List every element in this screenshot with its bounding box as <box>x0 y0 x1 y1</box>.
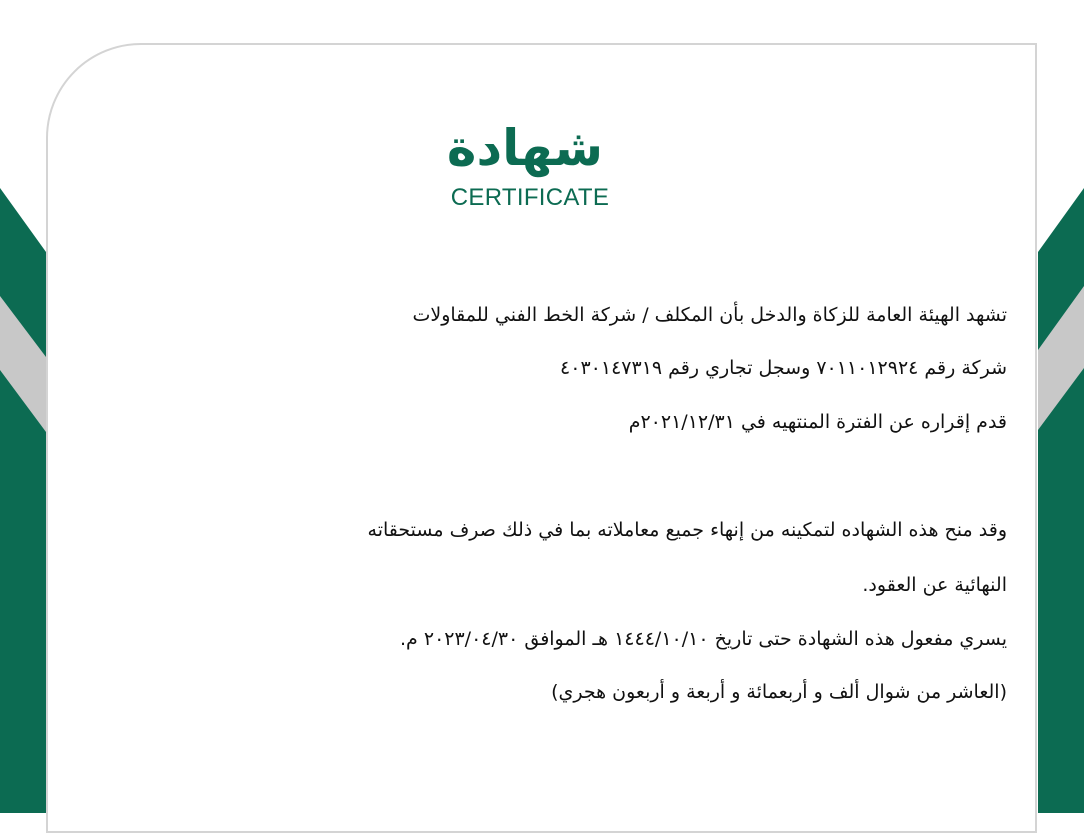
certificate-title-english: CERTIFICATE <box>450 184 610 211</box>
certificate-line-registration: شركة رقم ٧٠١١٠١٢٩٢٤ وسجل تجاري رقم ٤٠٣٠١٤٧٣١٩ <box>560 357 1007 379</box>
certificate-line-purpose: وقد منح هذه الشهاده لتمكينه من إنهاء جميع معاملاته بما في ذلك صرف مستحقاته <box>367 519 1007 541</box>
certificate-line-validity-words: (العاشر من شوال ألف و أربعمائة و أربعة و أربعون هجري) <box>551 681 1007 703</box>
left-decorative-band <box>0 0 46 813</box>
certificate-title-arabic: شهادة <box>446 119 604 177</box>
certificate-line-period: قدم إقراره عن الفترة المنتهيه في ٢٠٢١/١٢/٣١م <box>628 411 1007 433</box>
certificate-line-taxpayer: تشهد الهيئة العامة للزكاة والدخل بأن المكلف / شركة الخط الفني للمقاولات <box>412 304 1007 326</box>
certificate-line-validity: يسري مفعول هذه الشهادة حتى تاريخ ١٤٤٤/١٠/١٠ هـ الموافق ٢٠٢٣/٠٤/٣٠ م. <box>400 628 1007 650</box>
right-decorative-band <box>1038 0 1084 813</box>
certificate-line-purpose-continued: النهائية عن العقود. <box>862 574 1007 596</box>
